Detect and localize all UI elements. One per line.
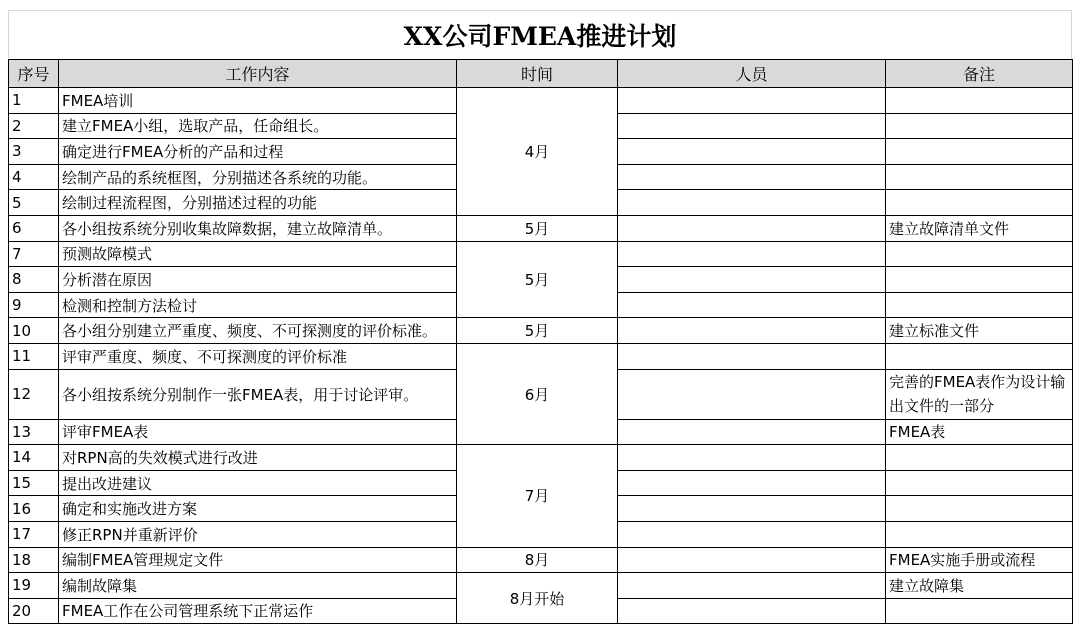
row-note[interactable]: 建立标准文件 <box>886 318 1073 344</box>
row-time[interactable]: 5月 <box>457 241 618 318</box>
row-time[interactable]: 8月 <box>457 547 618 573</box>
row-time[interactable]: 6月 <box>457 343 618 444</box>
table-title: XX公司FMEA推进计划 <box>8 10 1072 59</box>
row-no[interactable]: 14 <box>9 445 59 471</box>
row-note[interactable]: 建立故障清单文件 <box>886 215 1073 241</box>
row-person[interactable] <box>618 113 886 139</box>
header-no[interactable]: 序号 <box>9 60 59 88</box>
spreadsheet <box>8 10 1072 624</box>
row-no[interactable]: 6 <box>9 215 59 241</box>
row-person[interactable] <box>618 573 886 599</box>
header-notes[interactable]: 备注 <box>886 60 1073 88</box>
table-row <box>9 88 1073 114</box>
table-row <box>9 573 1073 599</box>
row-no[interactable]: 18 <box>9 547 59 573</box>
plan-table <box>8 59 1073 624</box>
row-person[interactable] <box>618 470 886 496</box>
row-content[interactable]: 确定进行FMEA分析的产品和过程 <box>59 139 457 165</box>
row-person[interactable] <box>618 598 886 624</box>
table-row <box>9 318 1073 344</box>
row-content[interactable]: 绘制过程流程图，分别描述过程的功能 <box>59 190 457 216</box>
row-note[interactable] <box>886 598 1073 624</box>
row-content[interactable]: FMEA工作在公司管理系统下正常运作 <box>59 598 457 624</box>
row-no[interactable]: 1 <box>9 88 59 114</box>
row-note[interactable] <box>886 113 1073 139</box>
row-content[interactable]: 编制FMEA管理规定文件 <box>59 547 457 573</box>
row-no[interactable]: 15 <box>9 470 59 496</box>
row-no[interactable]: 16 <box>9 496 59 522</box>
row-person[interactable] <box>618 547 886 573</box>
row-note[interactable]: FMEA实施手册或流程 <box>886 547 1073 573</box>
row-no[interactable]: 13 <box>9 419 59 445</box>
row-no[interactable]: 5 <box>9 190 59 216</box>
row-note[interactable] <box>886 164 1073 190</box>
header-time[interactable]: 时间 <box>457 60 618 88</box>
row-no[interactable]: 2 <box>9 113 59 139</box>
row-content[interactable]: 建立FMEA小组，选取产品，任命组长。 <box>59 113 457 139</box>
row-no[interactable]: 3 <box>9 139 59 165</box>
row-content[interactable]: 对RPN高的失效模式进行改进 <box>59 445 457 471</box>
row-content[interactable]: 评审严重度、频度、不可探测度的评价标准 <box>59 343 457 369</box>
header-row <box>9 60 1073 88</box>
row-time[interactable]: 8月开始 <box>457 573 618 624</box>
row-person[interactable] <box>618 88 886 114</box>
row-content[interactable]: 分析潜在原因 <box>59 267 457 293</box>
row-content[interactable]: 修正RPN并重新评价 <box>59 521 457 547</box>
row-time[interactable]: 4月 <box>457 88 618 216</box>
row-no[interactable]: 8 <box>9 267 59 293</box>
row-content[interactable]: 各小组按系统分别收集故障数据，建立故障清单。 <box>59 215 457 241</box>
table-row <box>9 215 1073 241</box>
row-content[interactable]: 预测故障模式 <box>59 241 457 267</box>
row-person[interactable] <box>618 318 886 344</box>
row-note[interactable]: 完善的FMEA表作为设计输出文件的一部分 <box>886 369 1073 419</box>
row-note[interactable] <box>886 470 1073 496</box>
row-person[interactable] <box>618 164 886 190</box>
row-no[interactable]: 12 <box>9 369 59 419</box>
row-note[interactable] <box>886 292 1073 318</box>
header-person[interactable]: 人员 <box>618 60 886 88</box>
row-person[interactable] <box>618 521 886 547</box>
row-content[interactable]: 各小组按系统分别制作一张FMEA表，用于讨论评审。 <box>59 369 457 419</box>
row-no[interactable]: 4 <box>9 164 59 190</box>
row-person[interactable] <box>618 241 886 267</box>
row-content[interactable]: 评审FMEA表 <box>59 419 457 445</box>
row-person[interactable] <box>618 292 886 318</box>
row-note[interactable] <box>886 267 1073 293</box>
row-note[interactable]: 建立故障集 <box>886 573 1073 599</box>
row-content[interactable]: 提出改进建议 <box>59 470 457 496</box>
row-no[interactable]: 10 <box>9 318 59 344</box>
row-content[interactable]: 绘制产品的系统框图，分别描述各系统的功能。 <box>59 164 457 190</box>
row-person[interactable] <box>618 215 886 241</box>
row-content[interactable]: 编制故障集 <box>59 573 457 599</box>
row-person[interactable] <box>618 139 886 165</box>
table-row <box>9 241 1073 267</box>
row-note[interactable] <box>886 190 1073 216</box>
row-note[interactable]: FMEA表 <box>886 419 1073 445</box>
row-no[interactable]: 20 <box>9 598 59 624</box>
row-note[interactable] <box>886 343 1073 369</box>
row-person[interactable] <box>618 267 886 293</box>
row-content[interactable]: 确定和实施改进方案 <box>59 496 457 522</box>
row-no[interactable]: 11 <box>9 343 59 369</box>
row-note[interactable] <box>886 521 1073 547</box>
row-content[interactable]: 各小组分别建立严重度、频度、不可探测度的评价标准。 <box>59 318 457 344</box>
row-time[interactable]: 7月 <box>457 445 618 547</box>
row-person[interactable] <box>618 369 886 419</box>
row-person[interactable] <box>618 343 886 369</box>
row-no[interactable]: 7 <box>9 241 59 267</box>
row-note[interactable] <box>886 496 1073 522</box>
row-note[interactable] <box>886 88 1073 114</box>
row-person[interactable] <box>618 419 886 445</box>
row-content[interactable]: 检测和控制方法检讨 <box>59 292 457 318</box>
header-content[interactable]: 工作内容 <box>59 60 457 88</box>
table-row <box>9 445 1073 471</box>
row-no[interactable]: 19 <box>9 573 59 599</box>
row-time[interactable]: 5月 <box>457 215 618 241</box>
row-no[interactable]: 9 <box>9 292 59 318</box>
table-row <box>9 343 1073 369</box>
row-content[interactable]: FMEA培训 <box>59 88 457 114</box>
row-note[interactable] <box>886 139 1073 165</box>
row-person[interactable] <box>618 496 886 522</box>
row-note[interactable] <box>886 445 1073 471</box>
row-person[interactable] <box>618 445 886 471</box>
row-no[interactable]: 17 <box>9 521 59 547</box>
row-person[interactable] <box>618 190 886 216</box>
row-note[interactable] <box>886 241 1073 267</box>
row-time[interactable]: 5月 <box>457 318 618 344</box>
table-row <box>9 547 1073 573</box>
